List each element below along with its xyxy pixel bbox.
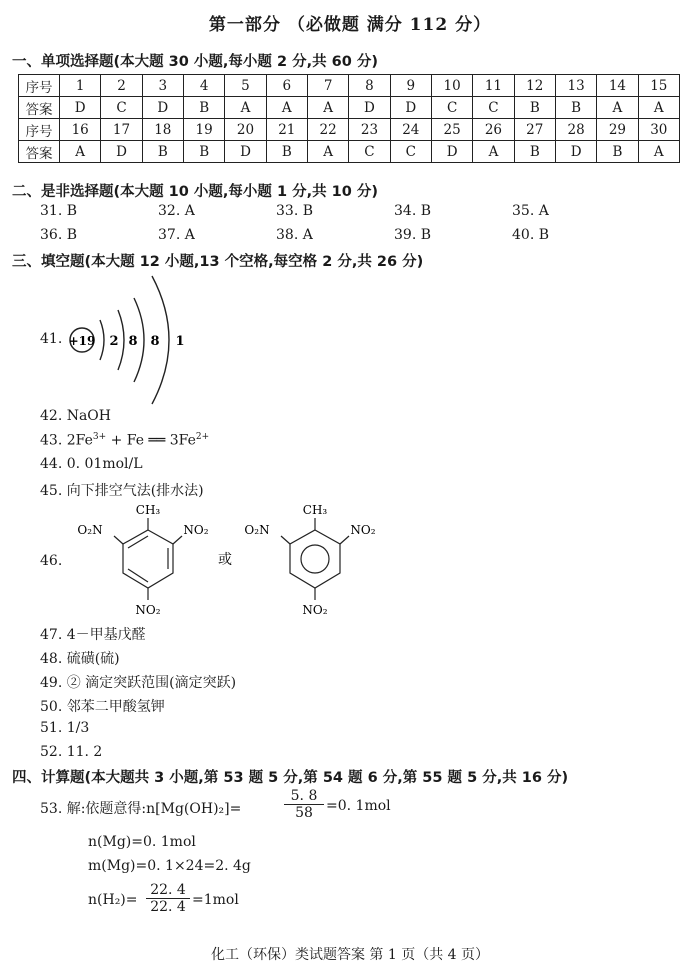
- tnt-aromatic-ring-structure: [244, 503, 375, 617]
- list-item: 40. B: [512, 227, 550, 243]
- row-label: 答案: [19, 141, 60, 163]
- table-cell: B: [266, 141, 307, 163]
- page-footer: 化工（环保）类试题答案 第 1 页（共 4 页）: [210, 947, 490, 963]
- table-cell: B: [514, 141, 555, 163]
- table-cell: 17: [101, 119, 142, 141]
- table-cell: B: [183, 141, 224, 163]
- table-cell: 19: [183, 119, 224, 141]
- electron-shell-arc: [118, 310, 124, 370]
- table-cell: 18: [142, 119, 183, 141]
- table-cell: 29: [597, 119, 638, 141]
- table-cell: 21: [266, 119, 307, 141]
- q47-answer: 47. 4－甲基戊醛: [40, 627, 146, 643]
- list-item: 35. A: [512, 203, 549, 219]
- q53-fraction1: 5. 8 58: [284, 788, 324, 821]
- table-cell: D: [60, 97, 101, 119]
- table-cell: 2: [101, 75, 142, 97]
- section4-heading: 四、计算题(本大题共 3 小题,第 53 题 5 分,第 54 题 6 分,第 55 题 5 分,共 16 分): [12, 770, 569, 786]
- table-cell: 8: [349, 75, 390, 97]
- table-cell: 25: [431, 119, 472, 141]
- table-cell: 3: [142, 75, 183, 97]
- table-cell: 1: [60, 75, 101, 97]
- table-cell: B: [555, 97, 596, 119]
- page-title: 第一部分 （必做题 满分 112 分）: [208, 15, 492, 35]
- table-cell: C: [349, 141, 390, 163]
- svg-text:O₂N: O₂N: [244, 523, 270, 537]
- list-item: 39. B: [394, 227, 432, 243]
- table-cell: D: [431, 141, 472, 163]
- q53-line3: m(Mg)=0. 1×24=2. 4g: [88, 858, 251, 874]
- table-cell: B: [597, 141, 638, 163]
- table-cell: 13: [555, 75, 596, 97]
- row-label: 序号: [19, 75, 60, 97]
- q53-result2: =1mol: [192, 892, 239, 908]
- table-cell: B: [142, 141, 183, 163]
- svg-text:NO₂: NO₂: [135, 603, 161, 617]
- svg-text:NO₂: NO₂: [302, 603, 328, 617]
- table-cell: A: [638, 97, 679, 119]
- table-cell: D: [101, 141, 142, 163]
- table-row: [19, 119, 680, 141]
- q53-result1: =0. 1mol: [326, 798, 391, 814]
- table-cell: C: [101, 97, 142, 119]
- list-item: 32. A: [158, 203, 195, 219]
- or-separator: 或: [218, 552, 232, 568]
- q53-line1: 53. 解:依题意得:n[Mg(OH)₂]=: [40, 801, 242, 817]
- q49-answer: 49. ② 滴定突跃范围(滴定突跃): [40, 675, 237, 691]
- answer-table: [18, 74, 680, 163]
- svg-text:NO₂: NO₂: [350, 523, 376, 537]
- q53-line2: n(Mg)=0. 1mol: [88, 834, 196, 850]
- table-cell: 27: [514, 119, 555, 141]
- table-cell: 28: [555, 119, 596, 141]
- table-cell: 22: [307, 119, 348, 141]
- table-cell: 11: [473, 75, 514, 97]
- table-cell: 14: [597, 75, 638, 97]
- electron-shell-arc: [100, 320, 104, 360]
- list-item: 34. B: [394, 203, 432, 219]
- table-cell: 15: [638, 75, 679, 97]
- svg-text:CH₃: CH₃: [135, 503, 161, 517]
- row-label: 答案: [19, 97, 60, 119]
- table-cell: A: [473, 141, 514, 163]
- section1-heading: 一、单项选择题(本大题 30 小题,每小题 2 分,共 60 分): [12, 54, 379, 70]
- table-cell: A: [266, 97, 307, 119]
- table-cell: 30: [638, 119, 679, 141]
- list-item: 38. A: [276, 227, 313, 243]
- list-item: 36. B: [40, 227, 78, 243]
- table-cell: D: [390, 97, 431, 119]
- table-cell: 20: [225, 119, 266, 141]
- table-cell: C: [473, 97, 514, 119]
- q48-answer: 48. 硫磺(硫): [40, 651, 120, 667]
- table-cell: D: [555, 141, 596, 163]
- table-cell: 26: [473, 119, 514, 141]
- table-cell: B: [514, 97, 555, 119]
- table-cell: 7: [307, 75, 348, 97]
- table-cell: D: [349, 97, 390, 119]
- q43-answer: 43. $2Fe^{3+} + Fe$ ══ $3Fe^{2+}$: [40, 432, 210, 449]
- shell-electrons: 2: [109, 334, 119, 349]
- tnt-structure-diagram: [60, 498, 380, 623]
- q46-label: 46.: [40, 553, 63, 569]
- svg-text:CH₃: CH₃: [302, 503, 328, 517]
- table-cell: D: [142, 97, 183, 119]
- table-row: [19, 141, 680, 163]
- table-cell: 24: [390, 119, 431, 141]
- q53-line4-prefix: n(H₂)=: [88, 892, 138, 908]
- list-item: 31. B: [40, 203, 78, 219]
- table-cell: 4: [183, 75, 224, 97]
- section2-heading: 二、是非选择题(本大题 10 小题,每小题 1 分,共 10 分): [12, 184, 379, 200]
- table-cell: A: [60, 141, 101, 163]
- table-cell: C: [390, 141, 431, 163]
- q41-label: 41.: [40, 331, 63, 347]
- q53-fraction2: 22. 4 22. 4: [146, 882, 190, 915]
- table-cell: A: [307, 141, 348, 163]
- section3-heading: 三、填空题(本大题 12 小题,13 个空格,每空格 2 分,共 26 分): [12, 254, 424, 270]
- table-row: [19, 97, 680, 119]
- table-cell: D: [225, 141, 266, 163]
- table-cell: 12: [514, 75, 555, 97]
- table-cell: 9: [390, 75, 431, 97]
- table-cell: A: [225, 97, 266, 119]
- nucleus-charge: +19: [68, 334, 96, 348]
- row-label: 序号: [19, 119, 60, 141]
- shell-electrons: 1: [175, 334, 185, 349]
- list-item: 37. A: [158, 227, 195, 243]
- shell-electrons: 8: [150, 334, 160, 349]
- table-cell: 10: [431, 75, 472, 97]
- svg-text:O₂N: O₂N: [77, 523, 103, 537]
- shell-electrons: 8: [128, 334, 138, 349]
- table-cell: A: [307, 97, 348, 119]
- q42-answer: 42. NaOH: [40, 408, 111, 424]
- table-cell: A: [597, 97, 638, 119]
- q45-answer: 45. 向下排空气法(排水法): [40, 483, 204, 499]
- svg-text:NO₂: NO₂: [183, 523, 209, 537]
- q51-answer: 51. 1/3: [40, 720, 90, 736]
- table-cell: 16: [60, 119, 101, 141]
- table-cell: 5: [225, 75, 266, 97]
- table-cell: B: [183, 97, 224, 119]
- tnt-kekule-structure: [77, 503, 208, 617]
- table-row: [19, 75, 680, 97]
- list-item: 33. B: [276, 203, 314, 219]
- table-cell: 23: [349, 119, 390, 141]
- table-cell: C: [431, 97, 472, 119]
- q52-answer: 52. 11. 2: [40, 744, 103, 760]
- atom-structure-diagram: [60, 270, 240, 410]
- table-cell: 6: [266, 75, 307, 97]
- table-cell: A: [638, 141, 679, 163]
- q50-answer: 50. 邻苯二甲酸氢钾: [40, 699, 165, 715]
- q44-answer: 44. 0. 01mol/L: [40, 456, 143, 472]
